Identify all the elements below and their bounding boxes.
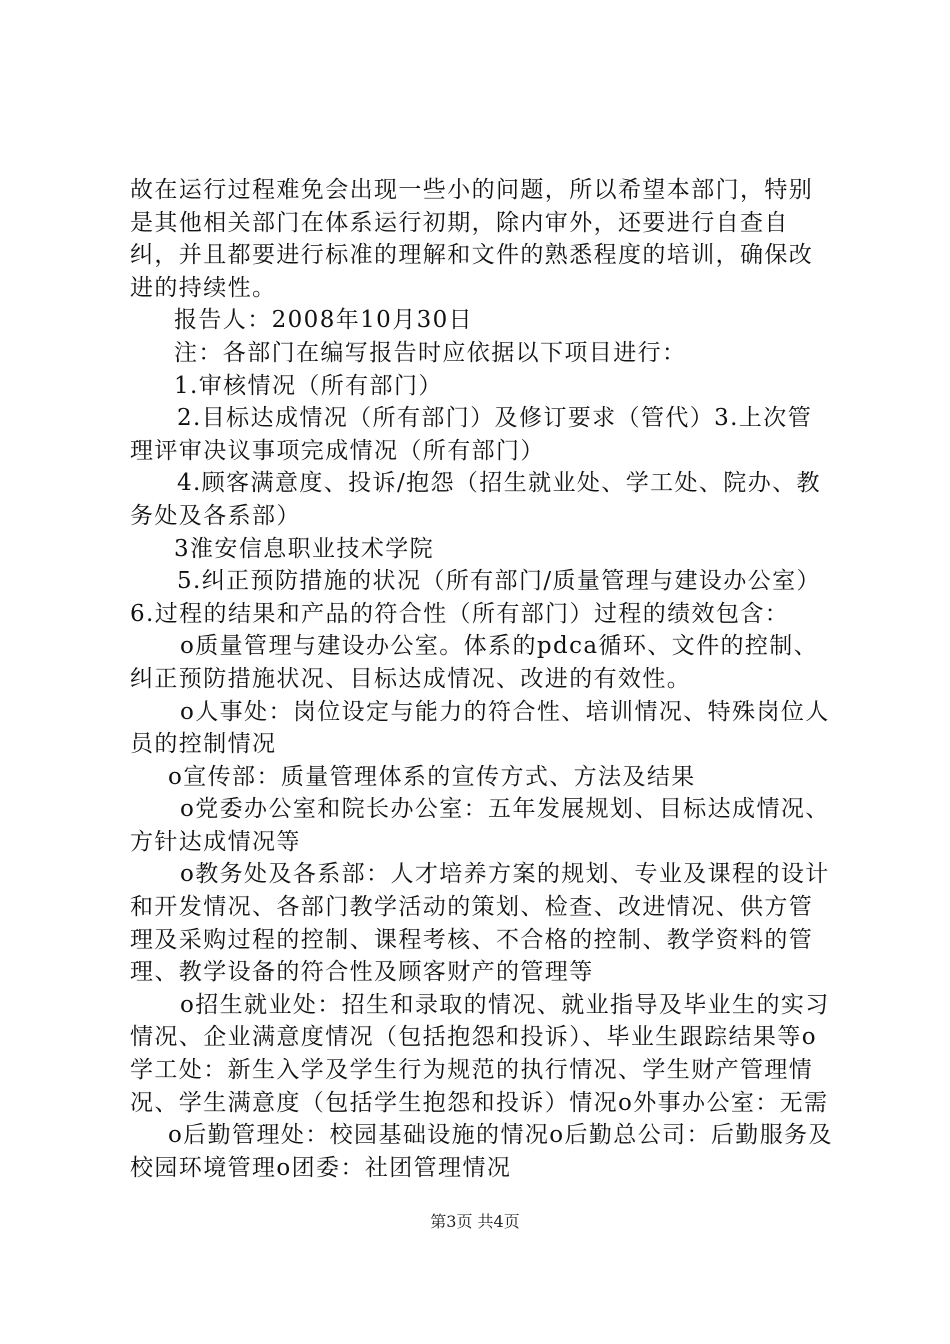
paragraph-publicity: o宣传部：质量管理体系的宣传方式、方法及结果	[168, 763, 696, 790]
paragraph-item-1: 1.审核情况（所有部门）	[174, 372, 443, 399]
paragraph-item-4: 4.顾客满意度、投诉/抱怨（招生就业处、学工处、院办、教务处及各系部）	[130, 470, 821, 529]
paragraph-party-office: o党委办公室和院长办公室：五年发展规划、目标达成情况、方针达成情况等	[130, 796, 830, 855]
paragraph-hr: o人事处：岗位设定与能力的符合性、培训情况、特殊岗位人员的控制情况	[130, 698, 830, 758]
paragraph-school-name: 3淮安信息职业技术学院	[174, 535, 435, 562]
page-number-footer: 第3页 共4页	[430, 1212, 520, 1231]
paragraph-logistics: o后勤管理处：校园基础设施的情况o后勤总公司：后勤服务及校园环境管理o团委：社团管理情况	[130, 1122, 833, 1181]
paragraph-reporter: 报告人：2008年10月30日	[174, 307, 474, 334]
paragraph-admissions: o招生就业处：招生和录取的情况、就业指导及毕业生的实习情况、企业满意度情况（包括抱怨和投诉）、毕业生跟踪结果等o学工处：新生入学及学生行为规范的执行情况、学生财产管理情况、学生满意度（包括学生抱怨和投诉）情况o外事办公室：无需	[130, 991, 830, 1116]
paragraph-note: 注：各部门在编写报告时应依据以下项目进行：	[174, 339, 687, 366]
paragraph-quality-office: o质量管理与建设办公室。体系的pdca循环、文件的控制、纠正预防措施状况、目标达成情况、改进的有效性。	[130, 633, 819, 692]
paragraph-item-2-3: 2.目标达成情况（所有部门）及修订要求（管代）3.上次管理评审决议事项完成情况（所有部门）	[130, 405, 813, 464]
paragraph-item-5-6: 5.纠正预防措施的状况（所有部门/质量管理与建设办公室）6.过程的结果和产品的符合性（所有部门）过程的绩效包含：	[130, 568, 821, 627]
paragraph-academic-affairs: o教务处及各系部：人才培养方案的规划、专业及课程的设计和开发情况、各部门教学活动的策划、检查、改进情况、供方管理及采购过程的控制、课程考核、不合格的控制、教学资料的管理、教学设备的符合性及顾客财产的管理等	[130, 861, 830, 986]
document-body	[130, 174, 835, 1184]
paragraph-conclusion: 故在运行过程难免会出现一些小的问题，所以希望本部门，特别是其他相关部门在体系运行初期，除内审外，还要进行自查自纠，并且都要进行标准的理解和文件的熟悉程度的培训，确保改进的持续性。	[130, 177, 814, 301]
